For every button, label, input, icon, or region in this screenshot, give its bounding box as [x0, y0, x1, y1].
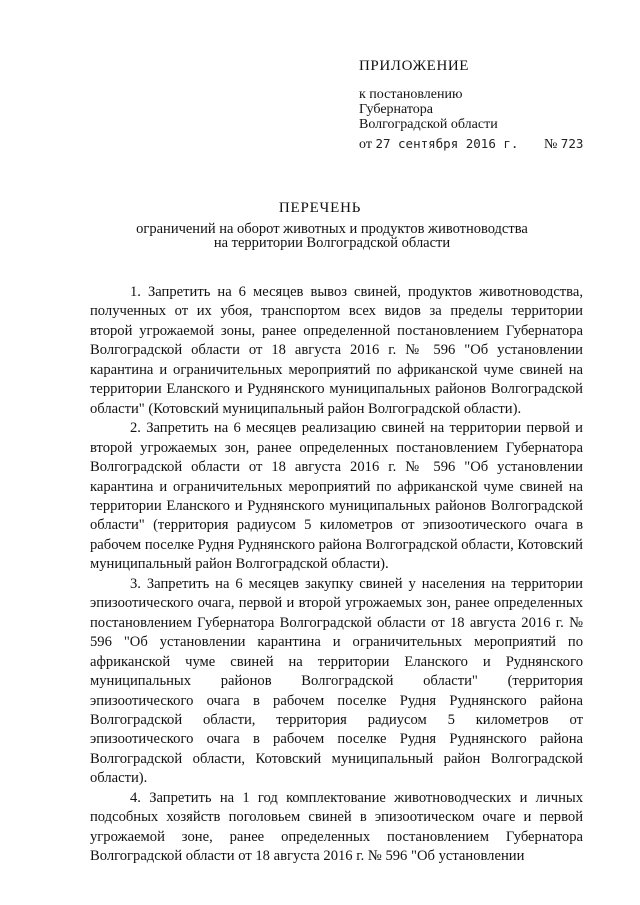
- appendix-title: ПРИЛОЖЕНИЕ: [359, 58, 470, 74]
- appendix-line-3: Волгоградской области: [359, 117, 498, 132]
- number-value: 723: [560, 136, 584, 151]
- number-sign: №: [543, 137, 558, 152]
- list-subtitle-line-1: ограничений на оборот животных и продуктов животноводства: [136, 221, 528, 237]
- date-prefix: от: [359, 137, 372, 152]
- date-number-line: [359, 136, 583, 153]
- paragraph-1: 1. Запретить на 6 месяцев вывоз свиней, продуктов животноводства, полученных от их убоя, транспортом всех видов за пределы территории второй угрожаемой зоны, ранее определенной постановлением Губернатора Волгоградской области от 18 августа 2016 г. № 596 "Об установлении карантина и ограничительных мероприятий по африканской чуме свиней на территории Еланского и Руднянского муниципальных районов Волгоградской области" (Котовский муниципальный район Волгоградской области).: [90, 284, 583, 417]
- appendix-line-1: к постановлению: [359, 87, 463, 102]
- list-subtitle-line-2: на территории Волгоградской области: [213, 235, 451, 251]
- paragraph-3: 3. Запретить на 6 месяцев закупку свиней у населения на территории эпизоотического очага, первой и второй угрожаемых зон, ранее определенных постановлением Губернатора Волгоградской области от 18 августа 2016 г. № 596 "Об установлении карантина и ограничительных мероприятий по африканской чуме свиней на территории Еланского и Руднянского муниципальных районов Волгоградской области" (территория эпизоотического очага в рабочем поселке Рудня Руднянского района Волгоградской области, территория радиусом 5 километров от эпизоотического очага в рабочем поселке Рудня Руднянского района Волгоградской области, Котовский муниципальный район Волгоградской области).: [90, 575, 583, 787]
- date-value: 27 сентября 2016 г.: [375, 136, 519, 151]
- appendix-line-2: Губернатора: [359, 102, 434, 117]
- list-title: ПЕРЕЧЕНЬ: [278, 200, 362, 216]
- document-body: [90, 283, 583, 867]
- paragraph-4: 4. Запретить на 1 год комплектование животноводческих и личных подсобных хозяйств поголовьем свиней в эпизоотическом очаге и первой угрожаемой зоне, ранее определенных постановлением Губернатора Волгоградской области от 18 августа 2016 г. № 596 "Об установлении: [90, 789, 583, 865]
- paragraph-2: 2. Запретить на 6 месяцев реализацию свиней на территории первой и второй угрожаемых зон, ранее определенных постановлением Губернатора Волгоградской области от 18 августа 2016 г. № 596 "Об установлении карантина и ограничительных мероприятий по африканской чуме свиней на территории Еланского и Руднянского муниципальных районов Волгоградской области" (территория радиусом 5 километров от эпизоотического очага в рабочем поселке Рудня Руднянского района Волгоградской области, Котовский муниципальный район Волгоградской области).: [90, 420, 583, 573]
